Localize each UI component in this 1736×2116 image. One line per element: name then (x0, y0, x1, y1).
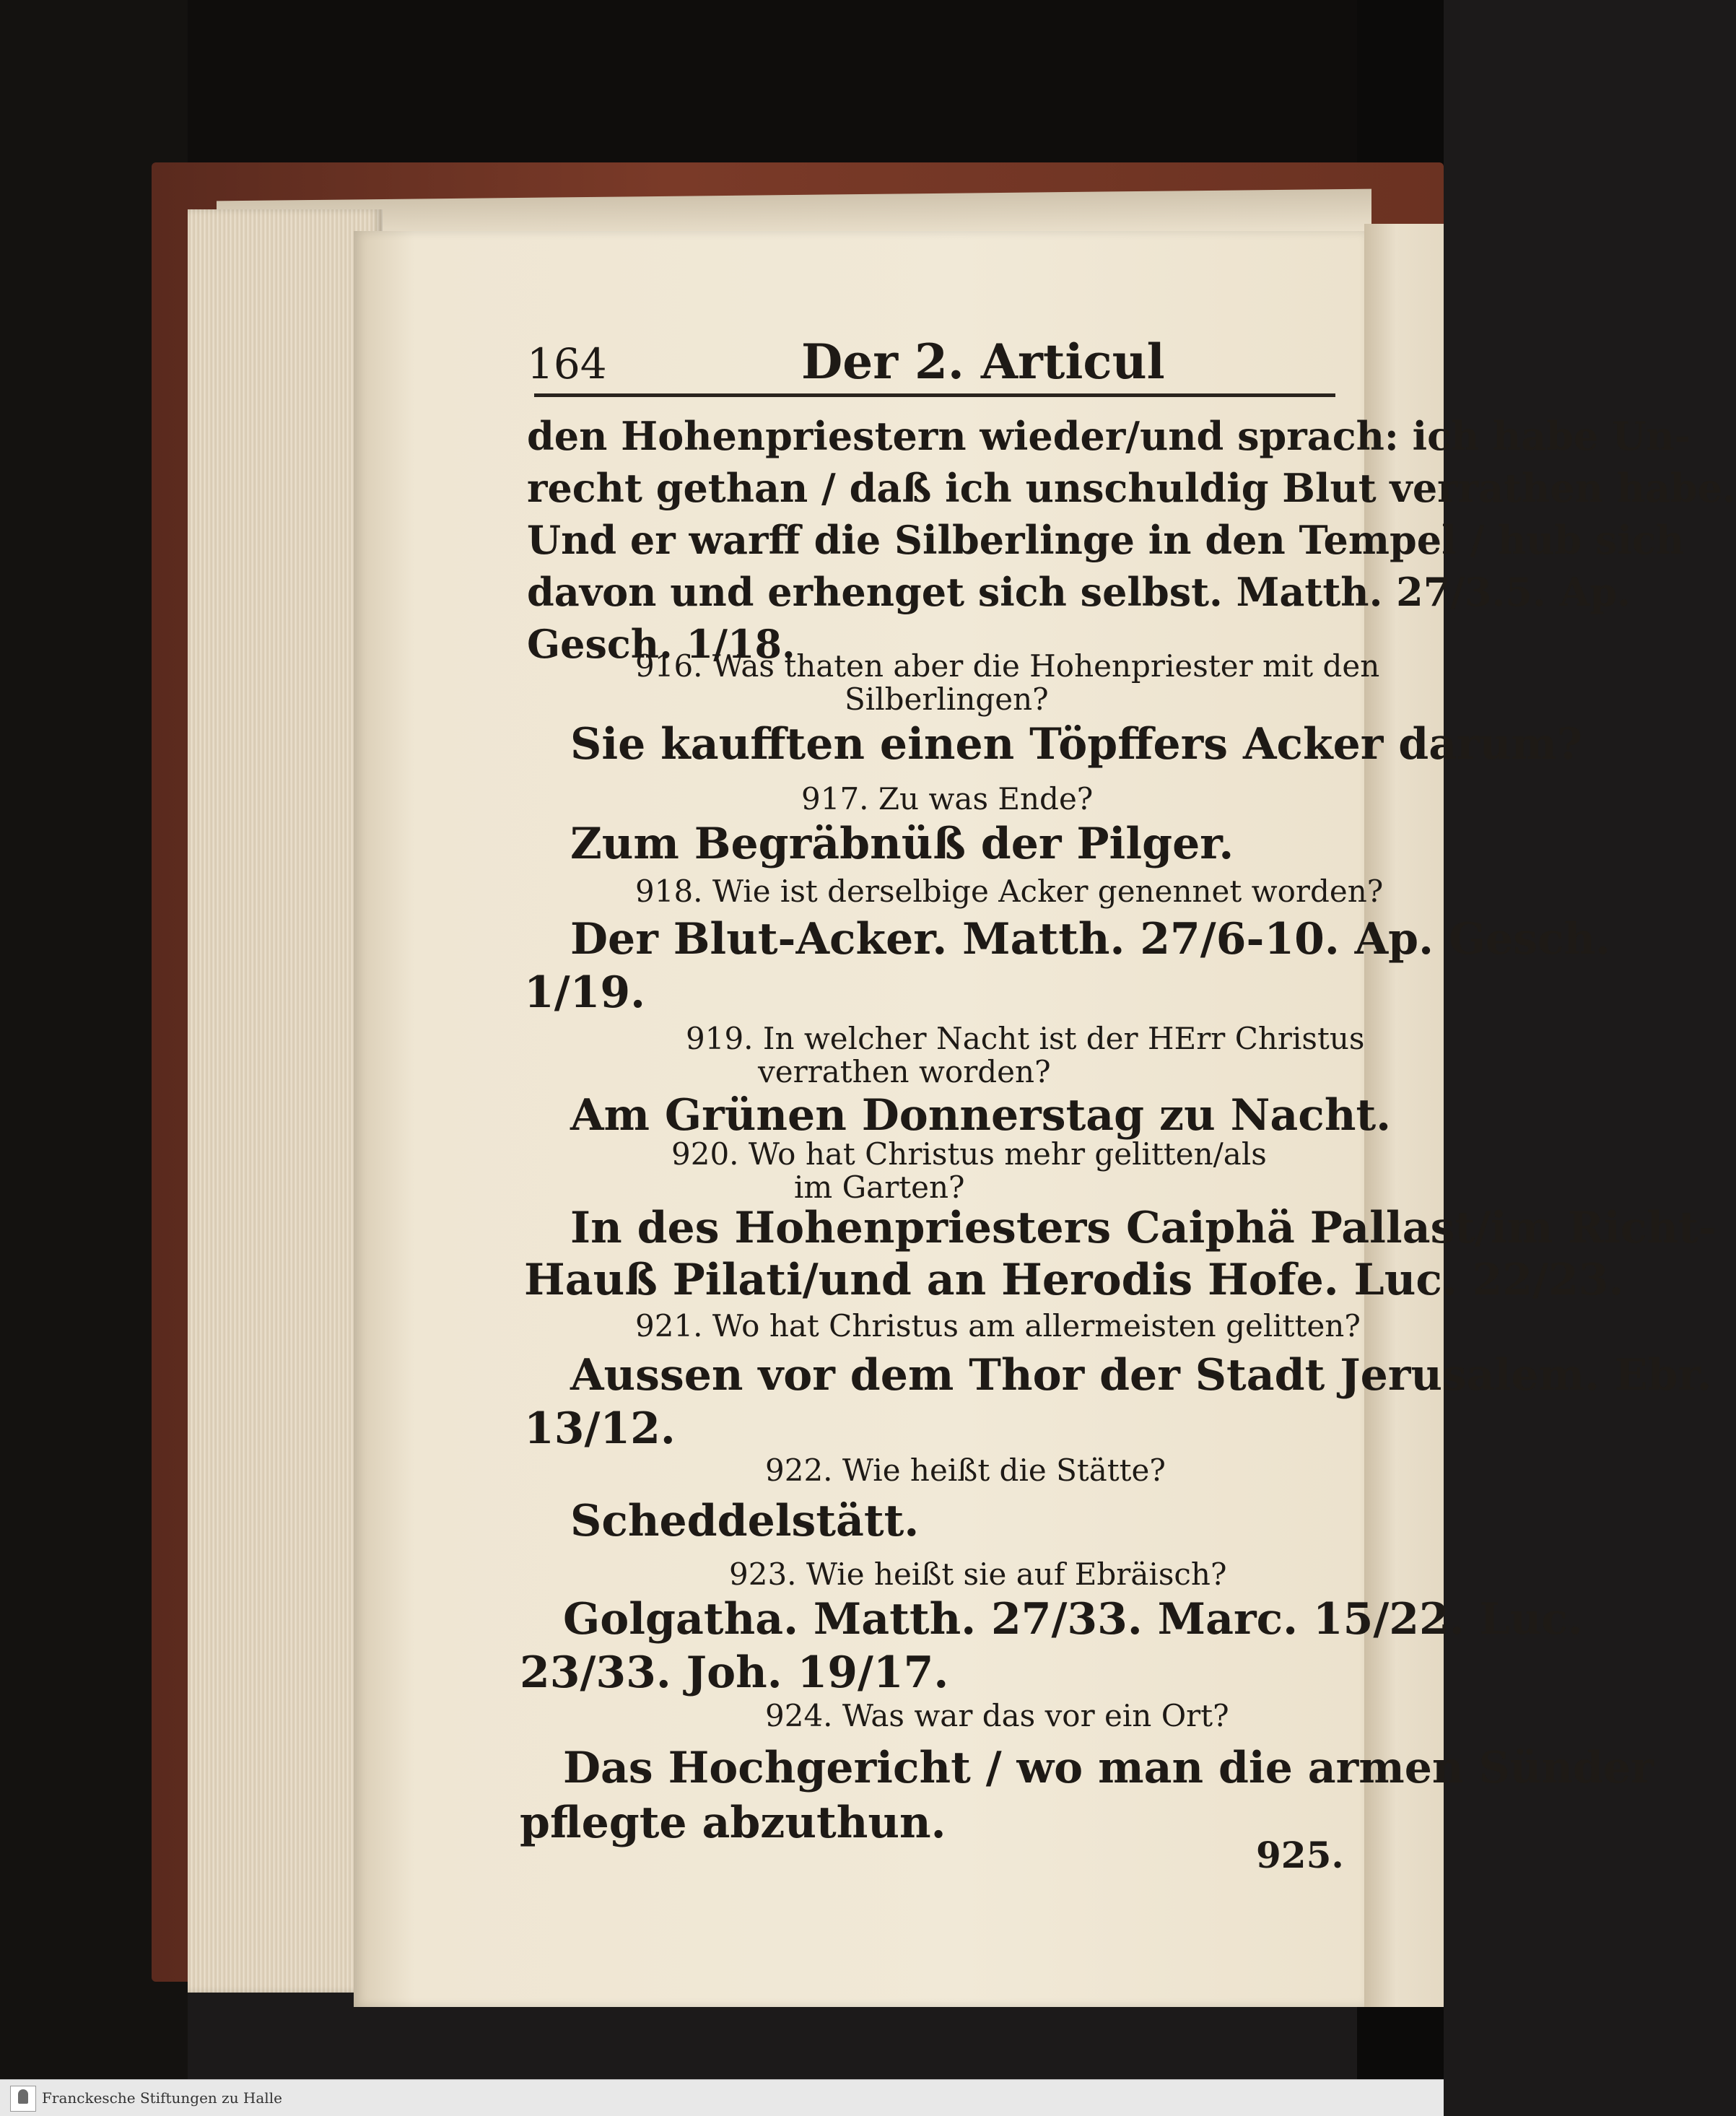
question-916: 916. Was thaten aber die Hohenpriester mit den (635, 648, 1380, 684)
question-921: 921. Wo hat Christus am allermeisten gelitten? (635, 1308, 1361, 1344)
question-924: 924. Was war das vor ein Ort? (765, 1698, 1229, 1733)
text-line: den Hohenpriestern wieder/und sprach: ich habe Un- (527, 413, 1691, 459)
answer-920: In des Hohenpriesters Caiphä Pallast/im Richt- (570, 1203, 1717, 1253)
question-917: 917. Zu was Ende? (801, 781, 1094, 817)
answer-921: Aussen vor dem Thor der Stadt Jerusalem. Ebr. (570, 1350, 1712, 1401)
text-line: Gesch. 1/18. (527, 621, 795, 667)
question-919: 919. In welcher Nacht ist der HErr Christus (686, 1021, 1365, 1056)
answer-922: Scheddelstätt. (570, 1496, 920, 1546)
answer-918-cont: 1/19. (524, 967, 646, 1018)
question-922: 922. Wie heißt die Stätte? (765, 1453, 1166, 1488)
question-920: 920. Wo hat Christus mehr gelitten/als (671, 1136, 1267, 1172)
text-line: davon und erhenget sich selbst. Matth. 27/3.5. Ap. (527, 569, 1631, 615)
footer-institution: Franckesche Stiftungen zu Halle (42, 2089, 282, 2107)
answer-920-cont: Hauß Pilati/und an Herodis Hofe. Luc. 22/23. (524, 1255, 1624, 1305)
page-number: 164 (527, 339, 607, 388)
question-919-cont: verrathen worden? (758, 1054, 1051, 1089)
answer-918: Der Blut-Acker. Matth. 27/6-10. Ap. Gesch. (570, 914, 1611, 965)
header-rule (534, 393, 1335, 397)
question-923: 923. Wie heißt sie auf Ebräisch? (729, 1556, 1227, 1592)
answer-923-cont: 23/33. Joh. 19/17. (520, 1647, 949, 1698)
answer-924: Das Hochgericht / wo man die armen Sünder (563, 1743, 1654, 1793)
answer-921-cont: 13/12. (524, 1403, 676, 1454)
answer-923: Golgatha. Matth. 27/33. Marc. 15/22. Luc. (563, 1594, 1583, 1645)
answer-916: Sie kaufften einen Töpffers Acker darum? (570, 719, 1583, 770)
running-head: Der 2. Articul (801, 334, 1165, 390)
answer-917: Zum Begräbnüß der Pilger. (570, 819, 1234, 869)
institution-logo-icon (10, 2086, 36, 2112)
footer-bar (0, 2079, 1444, 2116)
question-916-cont: Silberlingen? (845, 682, 1049, 717)
catchword: 925. (1256, 1834, 1344, 1876)
background-top (0, 0, 1444, 173)
answer-919: Am Grünen Donnerstag zu Nacht. (570, 1090, 1392, 1141)
text-line: Und er warff die Silberlinge in den Tempel / hub sich (527, 517, 1685, 563)
question-920-cont: im Garten? (794, 1170, 965, 1205)
answer-924-cont: pflegte abzuthun. (520, 1798, 946, 1848)
question-918: 918. Wie ist derselbige Acker genennet worden? (635, 874, 1384, 909)
text-line: recht gethan / daß ich unschuldig Blut verrathen habe. (527, 465, 1736, 511)
